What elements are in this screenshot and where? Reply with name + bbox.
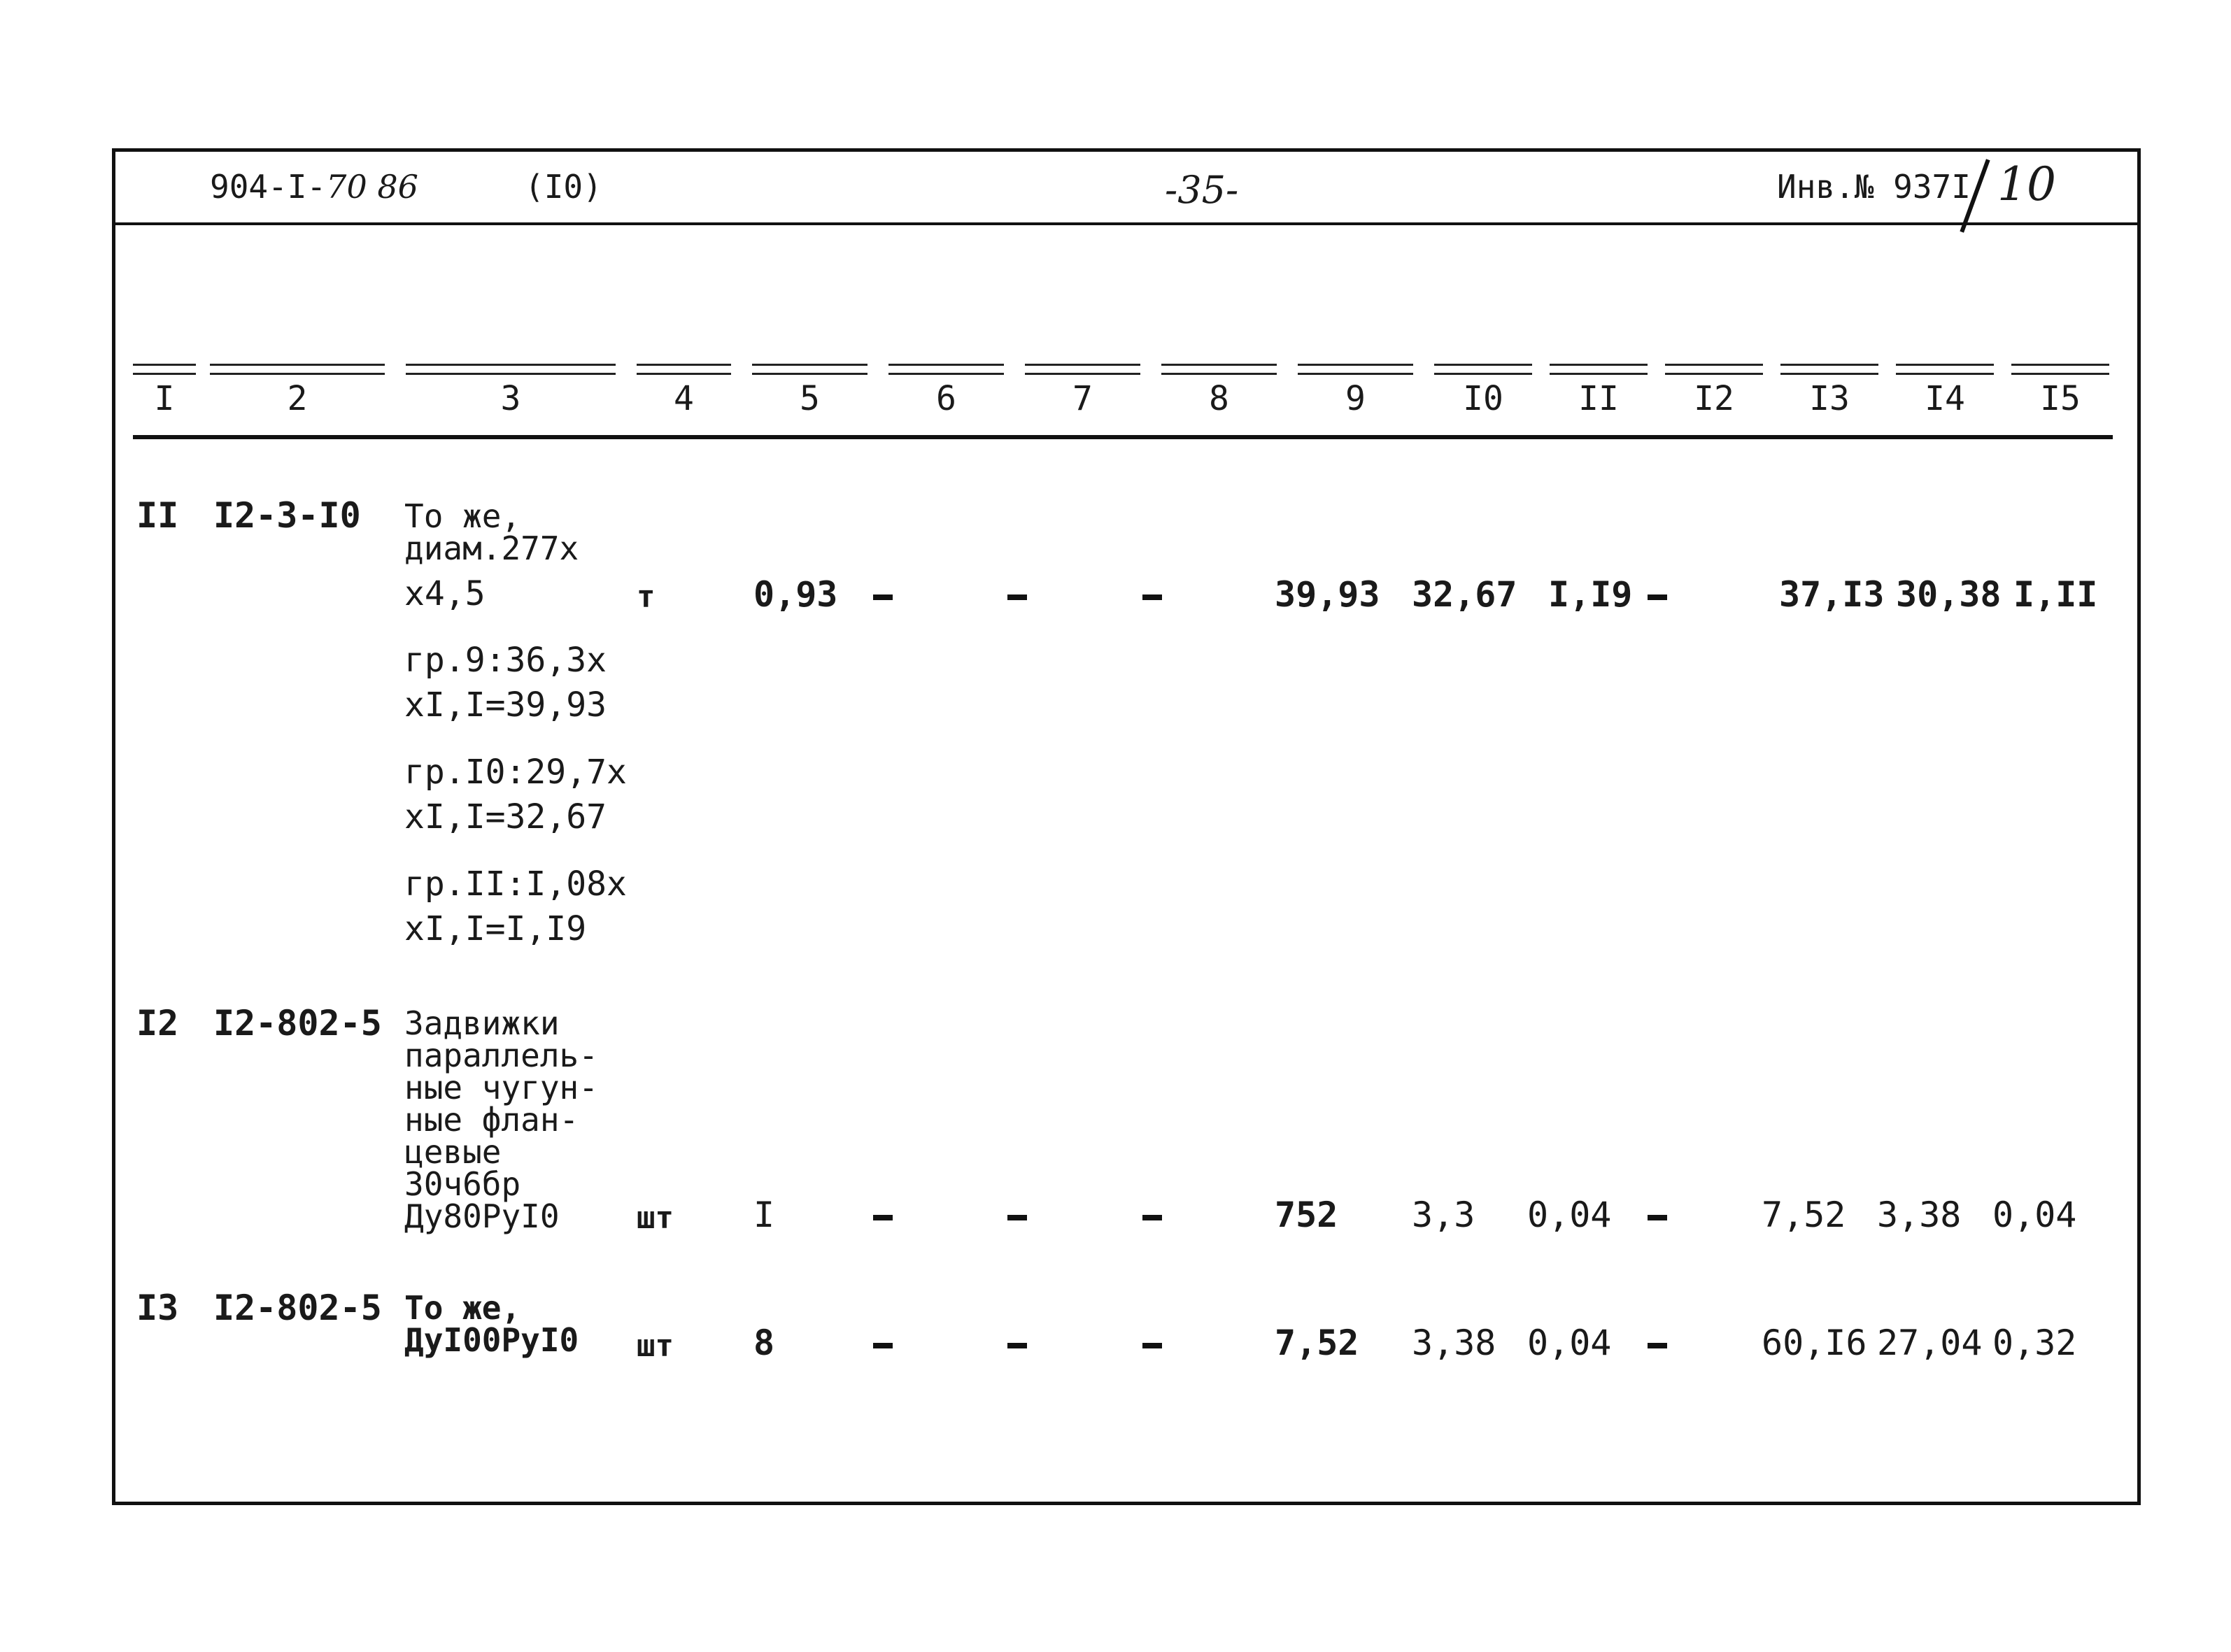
row-number: II: [136, 495, 179, 536]
calc-note: гр.9:36,3х хI,I=39,93: [404, 641, 607, 725]
dash: [1007, 1343, 1027, 1348]
cell-col-13: 7,52: [1762, 1195, 1846, 1235]
dash: [1142, 594, 1162, 600]
cell-col-11: I,I9: [1548, 574, 1633, 615]
cell-col-11: 0,04: [1527, 1323, 1612, 1363]
col-header-8: 8: [1161, 364, 1277, 418]
row-description: То же, ДуI00РуI0: [404, 1289, 579, 1359]
cell-col-9: 752: [1275, 1195, 1338, 1235]
col-header-5: 5: [752, 364, 867, 418]
row-description: Задвижки параллель- ные чугун- ные флан- цевые 30ч6бр Ду80РуI0: [404, 1004, 598, 1235]
cell-col-14: 3,38: [1877, 1195, 1962, 1235]
row-quantity: 8: [753, 1323, 775, 1363]
dash: [873, 594, 893, 600]
inventory-handwritten: 10: [1997, 157, 2056, 211]
cell-col-10: 32,67: [1412, 574, 1517, 615]
dash: [1648, 1215, 1667, 1220]
cell-col-15: I,II: [2013, 574, 2098, 615]
cell-col-14: 27,04: [1877, 1323, 1983, 1363]
sheet-number: (I0): [525, 168, 602, 206]
dash: [1648, 1343, 1667, 1348]
col-header-4: 4: [637, 364, 731, 418]
calc-note: гр.I0:29,7х хI,I=32,67: [404, 753, 627, 836]
col-header-13: I3: [1780, 364, 1878, 418]
doc-code: [210, 168, 418, 206]
cell-col-11: 0,04: [1527, 1195, 1612, 1235]
dash: [873, 1215, 893, 1220]
cell-col-15: 0,32: [1992, 1323, 2077, 1363]
col-header-10: I0: [1434, 364, 1532, 418]
dash: [1142, 1215, 1162, 1220]
calc-note: гр.II:I,08х хI,I=I,I9: [404, 864, 627, 948]
col-header-15: I5: [2011, 364, 2109, 418]
dash: [1007, 594, 1027, 600]
cell-col-14: 30,38: [1896, 574, 2002, 615]
col-header-14: I4: [1896, 364, 1994, 418]
page-number: -35-: [1165, 168, 1239, 212]
cell-col-9: 39,93: [1275, 574, 1380, 615]
cell-col-9: 7,52: [1275, 1323, 1359, 1363]
col-header-7: 7: [1025, 364, 1140, 418]
row-code: I2-3-I0: [213, 495, 361, 536]
row-description-end: х4,5: [404, 574, 486, 613]
col-header-6: 6: [888, 364, 1004, 418]
dash: [1142, 1343, 1162, 1348]
inventory-number: Инв.№ 937I: [1777, 168, 1971, 206]
col-header-2: 2: [210, 364, 385, 418]
row-description: То же, диам.277х: [404, 497, 579, 567]
cell-col-13: 37,I3: [1779, 574, 1885, 615]
row-unit: т: [637, 579, 656, 615]
row-unit: шт: [637, 1200, 674, 1236]
dash: [873, 1343, 893, 1348]
row-code: I2-802-5: [213, 1003, 382, 1044]
col-header-1: I: [133, 364, 196, 418]
row-quantity: 0,93: [753, 574, 838, 615]
cell-col-15: 0,04: [1992, 1195, 2077, 1235]
row-quantity: I: [753, 1195, 775, 1235]
row-number: I3: [136, 1288, 179, 1328]
dash: [1648, 594, 1667, 600]
header-rule: [133, 435, 2113, 439]
cell-col-13: 60,I6: [1762, 1323, 1867, 1363]
cell-col-10: 3,38: [1412, 1323, 1496, 1363]
col-header-3: 3: [406, 364, 616, 418]
col-header-9: 9: [1298, 364, 1413, 418]
row-number: I2: [136, 1003, 179, 1044]
row-unit: шт: [637, 1328, 674, 1364]
doc-code-printed: 904-I-: [210, 168, 327, 206]
cell-col-10: 3,3: [1412, 1195, 1475, 1235]
col-header-11: II: [1550, 364, 1648, 418]
col-header-12: I2: [1665, 364, 1763, 418]
doc-code-handwritten: 70 86: [326, 168, 418, 206]
dash: [1007, 1215, 1027, 1220]
header-divider: [112, 222, 2141, 225]
row-code: I2-802-5: [213, 1288, 382, 1328]
